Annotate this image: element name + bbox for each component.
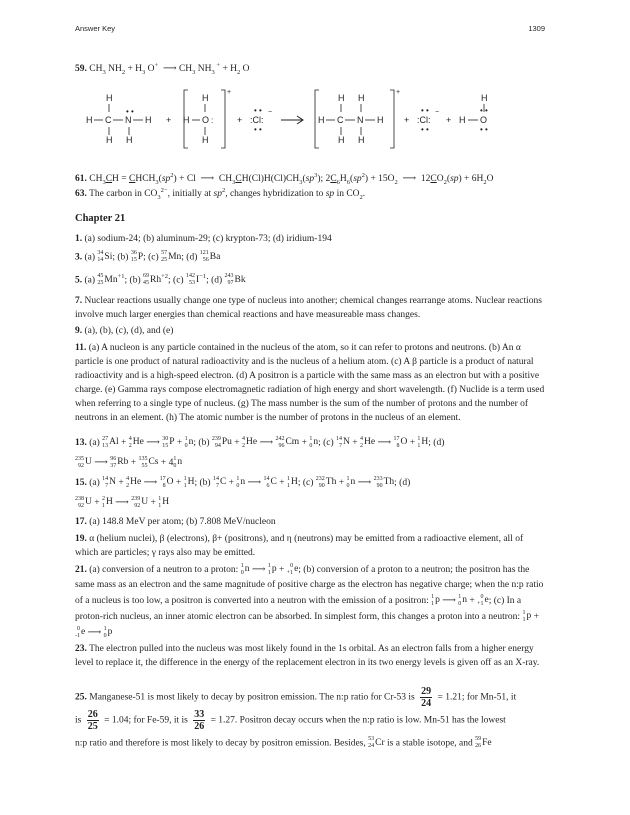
svg-text:• •: • • bbox=[421, 125, 429, 134]
atom-h: H bbox=[86, 115, 93, 125]
answer-number: 25. bbox=[75, 692, 87, 703]
svg-text:H: H bbox=[183, 115, 190, 125]
svg-text:H: H bbox=[358, 135, 365, 145]
fraction-numerator: 33 bbox=[194, 709, 205, 720]
answer-text: n:p ratio and therefore is most likely to decay by positron emission. Besides, bbox=[75, 738, 366, 749]
atom-h: H bbox=[106, 135, 113, 145]
answer-number: 7. bbox=[75, 296, 83, 306]
svg-text:• •: • • bbox=[480, 125, 488, 134]
svg-text:+: + bbox=[404, 115, 410, 125]
answer-21: 21. (a) conversion of a neutron to a proton: 1 0 n ⟶ 1 1 p + 0 +1 e; (b) conversion of a proton to a neutron; the positron has the same mass as an electron and the same magnitude of positive charge as the electron has negative charge; when the n:p ratio of a nucleus is too low, a positron is converted into a neutron with the emission of a positron: 1 1 p ⟶ 1 0 n + 0 +1 e; (c) In a proton-rich nucleus, an inner atomic electron can be absorbed. In simplest form, this changes a proton into a neutron: 1 1 p + 0 -1 e ⟶ 1 0 p bbox=[75, 562, 544, 639]
answer-text: = 1.21; for Mn-51, it bbox=[437, 692, 517, 703]
answer-number: 63. bbox=[75, 189, 87, 199]
answer-number: 21. bbox=[75, 565, 87, 576]
answer-59-equation: $CH_3$ $NH_2 + H_3$ O+ ⟶ $CH_3$ $NH_3$ $^+ + H_2$ O bbox=[89, 61, 250, 76]
answer-number: 17. bbox=[75, 517, 87, 527]
fraction-denominator: 24 bbox=[421, 698, 432, 709]
svg-text:O: O bbox=[202, 115, 210, 125]
page-header bbox=[75, 24, 545, 36]
fraction-denominator: 25 bbox=[87, 721, 98, 732]
answer-text: Manganese-51 is most likely to decay by positron emission. The n:p ratio for Cr-53 is bbox=[89, 692, 415, 703]
svg-text:• •: • • bbox=[254, 125, 262, 134]
fraction bbox=[87, 709, 99, 732]
svg-text:H: H bbox=[338, 93, 345, 103]
svg-text:−: − bbox=[268, 109, 273, 116]
svg-text:• •: • • bbox=[480, 106, 488, 115]
fraction bbox=[193, 709, 205, 732]
svg-text:H: H bbox=[202, 135, 209, 145]
answer-7 bbox=[75, 294, 545, 322]
answer-text: is a stable isotope, and bbox=[387, 738, 473, 749]
svg-text:C: C bbox=[337, 115, 344, 125]
answer-text: (a) sodium-24; (b) aluminum-29; (c) krypton-73; (d) iridium-194 bbox=[84, 234, 332, 244]
answer-number: 15. bbox=[75, 478, 87, 489]
answer-text: = 1.27. Positron decay occurs when the n:p ratio is low. Mn-51 has the lowest bbox=[210, 715, 506, 726]
answer-5: 5. (a) 45 25 $Mn^{+1}$; (b) 69 45 $Rh^{+2}$; (c) 142 53 $I^{-1}$; (d) 243 97 Bk bbox=[75, 272, 246, 286]
svg-text::Cl:: :Cl: bbox=[417, 115, 431, 125]
answer-number: 9. bbox=[75, 326, 83, 336]
answer-number: 59. bbox=[75, 64, 87, 74]
fraction bbox=[420, 686, 432, 709]
svg-text:• •: • • bbox=[126, 107, 134, 116]
answer-17 bbox=[75, 515, 545, 529]
answer-13: 13. (a) 27 13 Al + 4 2 He ⟶ 30 15 P + 1 0 n; (b) 239 94 Pu + 4 2 He ⟶ 242 96 Cm + 1 0 n; (c) 14 7 N + 4 2 He ⟶ 17 8 O + 1 1 H; (d) 235 92 U ⟶ 96 37 Rb + 135 55 Cs + 4 1 0 n bbox=[75, 435, 445, 469]
answer-61 bbox=[75, 172, 565, 186]
answer-text: Nuclear reactions usually change one type of nucleus into another; chemical changes rearrange atoms. Nuclear reactions involve much larger energies than chemical reactions and have measureable mass changes. bbox=[75, 296, 542, 320]
svg-text::: : bbox=[211, 116, 214, 125]
answer-63 bbox=[75, 187, 545, 201]
answer-25: 25. Manganese-51 is most likely to decay by positron emission. The n:p ratio for Cr-53 is $\frac{29}{24}$ = 1.21; for Mn-51, it is $\frac{26}{25}$ = 1.04; for Fe-59, it is $\frac{33}{26}$ = 1.27. Positron decay occurs when the n:p ratio is low. Mn-51 has the lowest n:p ratio and therefore is most likely to decay by positron emission. Besides, 53 24 Cr is a stable isotope, and 59 26 Fe bbox=[75, 686, 517, 749]
svg-text:−: − bbox=[435, 109, 440, 116]
answer-text: is bbox=[75, 715, 82, 726]
answer-number: 61. bbox=[75, 174, 87, 184]
answer-number: 11. bbox=[75, 343, 87, 353]
answer-text: (a), (b), (c), (d), and (e) bbox=[84, 326, 174, 336]
svg-text:• •: • • bbox=[421, 106, 429, 115]
answer-21-part-b: (b) conversion of a proton to a neutron; the positron has the same mass as an electron and the same magnitude of positive charge as the electron has negative charge; when the n:p ratio of a nucleus is too low, a positron is converted into a neutron with the emission of a positron: bbox=[75, 565, 544, 607]
answer-number: 5. bbox=[75, 275, 83, 286]
answer-19 bbox=[75, 532, 545, 560]
answer-21-part-c: (c) In a proton-rich nucleus, an inner atomic electron can be absorbed. In simplest form, this changes a proton into a neutron: bbox=[75, 596, 522, 623]
svg-text:• •: • • bbox=[254, 106, 262, 115]
answer-9 bbox=[75, 324, 545, 338]
svg-text:H: H bbox=[481, 93, 488, 103]
answer-3: 3. (a) 34 14 Si; (b) 36 15 P; (c) 57 25 Mn; (d) 121 56 Ba bbox=[75, 250, 221, 263]
fraction-numerator: 29 bbox=[421, 686, 432, 697]
svg-text:H: H bbox=[358, 93, 365, 103]
answer-23 bbox=[75, 642, 545, 670]
atom-c: C bbox=[105, 115, 112, 125]
svg-text:+: + bbox=[446, 115, 452, 125]
svg-text:H: H bbox=[202, 93, 209, 103]
atom-h: H bbox=[145, 115, 152, 125]
answer-number: 3. bbox=[75, 252, 83, 263]
svg-text:O: O bbox=[480, 115, 488, 125]
page-number: 1309 bbox=[528, 24, 545, 33]
answer-number: 13. bbox=[75, 438, 87, 449]
answer-1 bbox=[75, 232, 545, 246]
svg-text::Cl:: :Cl: bbox=[250, 115, 264, 125]
svg-text:+: + bbox=[396, 89, 401, 96]
answer-63-text: The carbon in $CO_3^{2-}$, initially at $sp^2$, changes hybridization to sp in $CO_2$. bbox=[89, 186, 366, 201]
header-title: Answer Key bbox=[75, 24, 116, 33]
chapter-heading: Chapter 21 bbox=[75, 213, 126, 224]
answer-11 bbox=[75, 341, 545, 425]
answer-number: 19. bbox=[75, 534, 87, 544]
svg-text:H: H bbox=[459, 115, 466, 125]
svg-text:H: H bbox=[338, 135, 345, 145]
svg-text:+: + bbox=[227, 89, 232, 96]
answer-61-equation: $CH_3CH$ = $CHCH_3(sp^2) + Cl$ ⟶ $CH_3CH(Cl)H(Cl)CH_3(sp^3)$; $2C_6H_6(sp^2) + 15O_2$ ⟶ $12CO_2(sp) + 6H_2O$ bbox=[89, 171, 494, 186]
lewis-structure-diagram bbox=[0, 84, 630, 164]
svg-text:H: H bbox=[377, 115, 384, 125]
svg-text:+: + bbox=[237, 115, 243, 125]
answer-15: 15. (a) 14 7 N + 4 2 He ⟶ 17 8 O + 1 1 H; (b) 14 7 C + 1 0 n ⟶ 14 6 C + 1 1 H; (c) 232 90 Th + 1 0 n ⟶ 233 90 Th; (d) 238 92 U + 2 1 H ⟶ 239 92 U + 1 1 H bbox=[75, 475, 411, 509]
fraction-numerator: 26 bbox=[87, 709, 98, 720]
atom-h: H bbox=[106, 93, 113, 103]
answer-59 bbox=[75, 62, 545, 76]
atom-n: N bbox=[125, 115, 132, 125]
answer-text: = 1.04; for Fe-59, it is bbox=[104, 715, 188, 726]
answer-text: (a) 148.8 MeV per atom; (b) 7.808 MeV/nucleon bbox=[89, 517, 276, 527]
svg-text:N: N bbox=[357, 115, 364, 125]
answer-text: α (helium nuclei), β (electrons), β+ (positrons), and η (neutrons) may be emitted from a radioactive element, all of which are particles; γ rays also may be emitted. bbox=[75, 534, 524, 558]
answer-number: 23. bbox=[75, 644, 87, 654]
answer-text: (a) A nucleon is any particle contained in the nucleus of the atom, so it can refer to protons and neutrons. (b) An α particle is one product of natural radioactivity and is the nucleus of a helium atom. (c) A β particle is a product of natural radioactivity and is a high-speed electron. (d) A positron is a particle with the same mass as an electron but with a positive charge. (e) Gamma rays compose electromagnetic radiation of high energy and short wavelength. (f) Nuclide is a term used when referring to a single type of nucleus. (g) The mass number is the sum of the number of protons and the number of neutrons in an element. (h) The atomic number is the number of protons in the nucleus of an element. bbox=[75, 343, 545, 423]
atom-h: H bbox=[126, 135, 133, 145]
answer-number: 1. bbox=[75, 234, 83, 244]
answer-text: The electron pulled into the nucleus was most likely found in the 1s orbital. As an electron falls from a higher energy level to replace it, the difference in the energy of the replacement electron in its two energy levels is given off as an X-ray. bbox=[75, 644, 540, 668]
svg-text:H: H bbox=[318, 115, 325, 125]
answer-21-part-a: (a) conversion of a neutron to a proton: bbox=[89, 565, 239, 576]
svg-text:+: + bbox=[166, 115, 172, 125]
fraction-denominator: 26 bbox=[194, 721, 205, 732]
